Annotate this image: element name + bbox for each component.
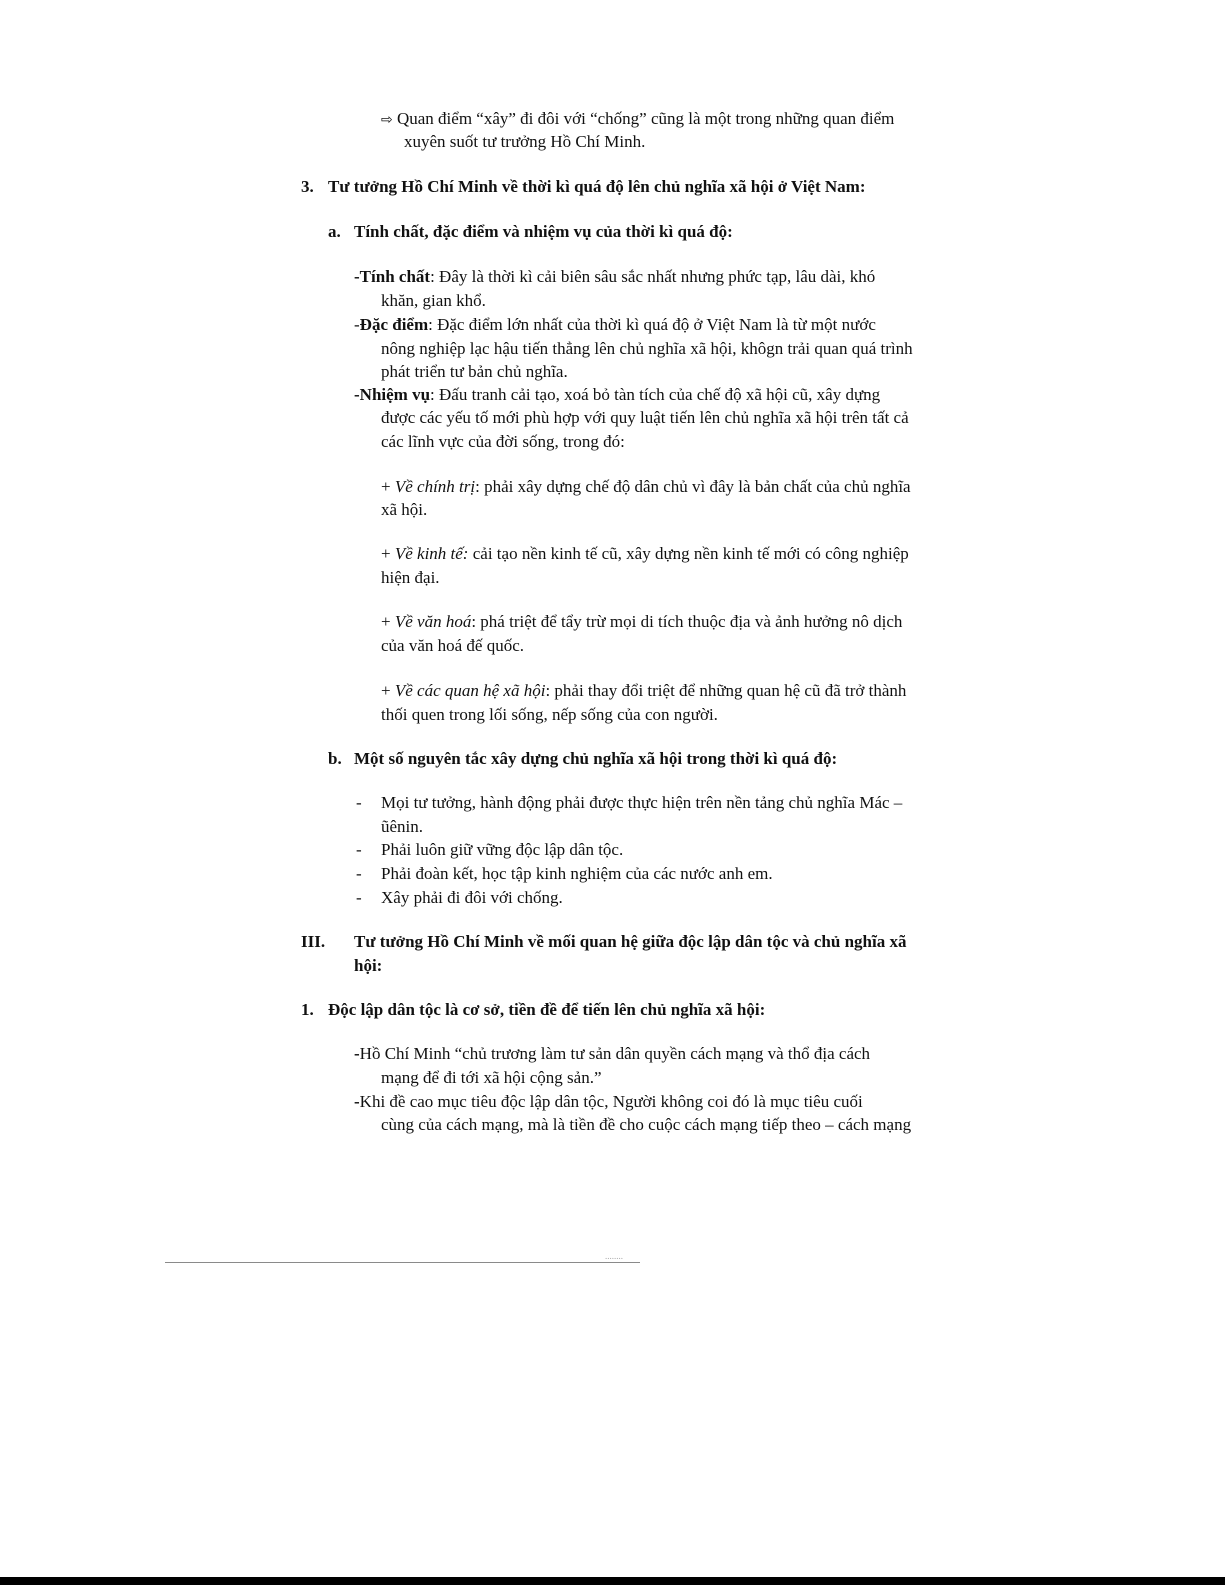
para-text: Hồ Chí Minh “chủ trương làm tư sản dân quyền cách mạng và thổ địa cách bbox=[359, 1044, 871, 1063]
sub-item-van-hoa-line-2: của văn hoá đế quốc. bbox=[381, 636, 525, 655]
principle-1-line-1: Mọi tư tưởng, hành động phải được thực hiện trên nền tảng chủ nghĩa Mác – bbox=[381, 793, 903, 812]
dac-diem-line-1 bbox=[354, 314, 876, 336]
section-3b-heading: Một số nguyên tắc xây dựng chủ nghĩa xã hội trong thời kì quá độ: bbox=[354, 749, 838, 768]
conclusion-line-2: xuyên suốt tư trưởng Hồ Chí Minh. bbox=[404, 132, 646, 151]
nhiem-vu-label: Nhiệm vụ bbox=[359, 385, 431, 404]
nhiem-vu-line-1 bbox=[354, 384, 880, 406]
sub-item-label: Về kinh tế: bbox=[394, 544, 469, 563]
principle-3: Phải đoàn kết, học tập kinh nghiệm của các nước anh em. bbox=[381, 864, 773, 883]
sub-item-prefix: + bbox=[381, 477, 395, 496]
section-III-number: III. bbox=[301, 932, 326, 951]
tinh-chat-line-2: khăn, gian khổ. bbox=[381, 291, 486, 310]
para-dash: - bbox=[354, 1092, 360, 1111]
dac-diem-line-3: phát triển tư bản chủ nghĩa. bbox=[381, 362, 568, 381]
nhiem-vu-dash: - bbox=[354, 385, 360, 404]
sub-item-chinh-tri-line-1 bbox=[381, 476, 911, 498]
tinh-chat-line-1 bbox=[354, 266, 875, 288]
section-3b-letter: b. bbox=[328, 749, 342, 768]
arrow-icon: ⇨ bbox=[381, 112, 393, 128]
principle-dash: - bbox=[356, 840, 362, 859]
dac-diem-text: : Đặc điểm lớn nhất của thời kì quá độ ở Việt Nam là từ một nước bbox=[428, 315, 876, 334]
sub-item-prefix: + bbox=[381, 681, 395, 700]
sub-item-label: Về văn hoá bbox=[394, 612, 472, 631]
sub-item-text: cải tạo nền kinh tế cũ, xây dựng nền kinh tế mới có công nghiệp bbox=[468, 544, 909, 563]
tinh-chat-label: Tính chất bbox=[359, 267, 431, 286]
conclusion-text: Quan điểm “xây” đi đôi với “chống” cũng là một trong những quan điểm bbox=[396, 109, 895, 128]
section-1-para-1-line-1 bbox=[354, 1043, 870, 1065]
principle-2: Phải luôn giữ vững độc lập dân tộc. bbox=[381, 840, 624, 859]
sub-item-chinh-tri-line-2: xã hội. bbox=[381, 500, 428, 519]
section-1-para-2-line-1 bbox=[354, 1091, 863, 1113]
sub-item-kinh-te-line-1 bbox=[381, 543, 909, 565]
bottom-edge-bar bbox=[0, 1577, 1225, 1585]
sub-item-text: : phải xây dựng chế độ dân chủ vì đây là bản chất của chủ nghĩa bbox=[475, 477, 911, 496]
principle-dash: - bbox=[356, 864, 362, 883]
dac-diem-line-2: nông nghiệp lạc hậu tiến thẳng lên chủ nghĩa xã hội, khôgn trải quan quá trình bbox=[381, 339, 913, 358]
section-3a-heading: Tính chất, đặc điểm và nhiệm vụ của thời kì quá độ: bbox=[354, 222, 733, 241]
section-3-number: 3. bbox=[301, 177, 314, 196]
section-III-heading-line-1: Tư tưởng Hồ Chí Minh về mối quan hệ giữa độc lập dân tộc và chủ nghĩa xã bbox=[354, 932, 907, 951]
sub-item-prefix: + bbox=[381, 612, 395, 631]
principle-dash: - bbox=[356, 888, 362, 907]
sub-item-label: Về các quan hệ xã hội bbox=[394, 681, 546, 700]
section-1-para-2-line-2: cùng của cách mạng, mà là tiền đề cho cuộc cách mạng tiếp theo – cách mạng bbox=[381, 1115, 912, 1134]
sub-item-van-hoa-line-1 bbox=[381, 611, 902, 633]
section-III-heading-line-2: hội: bbox=[354, 956, 383, 975]
footnote-separator bbox=[165, 1262, 640, 1263]
tinh-chat-text: : Đây là thời kì cải biên sâu sắc nhất nhưng phức tạp, lâu dài, khó bbox=[430, 267, 876, 286]
sub-item-text: : phải thay đổi triệt để những quan hệ cũ đã trở thành bbox=[545, 681, 907, 700]
sub-item-label: Về chính trị bbox=[394, 477, 476, 496]
section-3-heading: Tư tưởng Hồ Chí Minh về thời kì quá độ lên chủ nghĩa xã hội ở Việt Nam: bbox=[328, 177, 866, 196]
sub-item-quan-he-line-2: thối quen trong lối sống, nếp sống của con người. bbox=[381, 705, 718, 724]
section-3a-letter: a. bbox=[328, 222, 341, 241]
section-1-heading: Độc lập dân tộc là cơ sở, tiền đề để tiến lên chủ nghĩa xã hội: bbox=[328, 1000, 766, 1019]
dac-diem-dash: - bbox=[354, 315, 360, 334]
principle-dash: - bbox=[356, 793, 362, 812]
principle-1-line-2: ũênin. bbox=[381, 817, 424, 836]
dac-diem-label: Đặc điểm bbox=[359, 315, 429, 334]
sub-item-prefix: + bbox=[381, 544, 395, 563]
sub-item-quan-he-line-1 bbox=[381, 680, 906, 702]
sub-item-kinh-te-line-2: hiện đại. bbox=[381, 568, 440, 587]
principle-4: Xây phải đi đôi với chống. bbox=[381, 888, 563, 907]
nhiem-vu-text: : Đấu tranh cải tạo, xoá bỏ tàn tích của chế độ xã hội cũ, xây dựng bbox=[430, 385, 881, 404]
para-dash: - bbox=[354, 1044, 360, 1063]
para-text: Khi đề cao mục tiêu độc lập dân tộc, Người không coi đó là mục tiêu cuối bbox=[359, 1092, 863, 1111]
conclusion-line-1 bbox=[381, 108, 894, 131]
section-1-para-1-line-2: mạng để đi tới xã hội cộng sản.” bbox=[381, 1068, 602, 1087]
sub-item-text: : phá triệt để tẩy trừ mọi di tích thuộc địa và ảnh hưởng nô dịch bbox=[471, 612, 903, 631]
nhiem-vu-line-3: các lĩnh vực của đời sống, trong đó: bbox=[381, 432, 625, 451]
separator-dots: ........ bbox=[605, 1251, 623, 1261]
nhiem-vu-line-2: được các yếu tố mới phù hợp với quy luật tiến lên chủ nghĩa xã hội trên tất cả bbox=[381, 408, 909, 427]
tinh-chat-dash: - bbox=[354, 267, 360, 286]
section-1-number: 1. bbox=[301, 1000, 314, 1019]
